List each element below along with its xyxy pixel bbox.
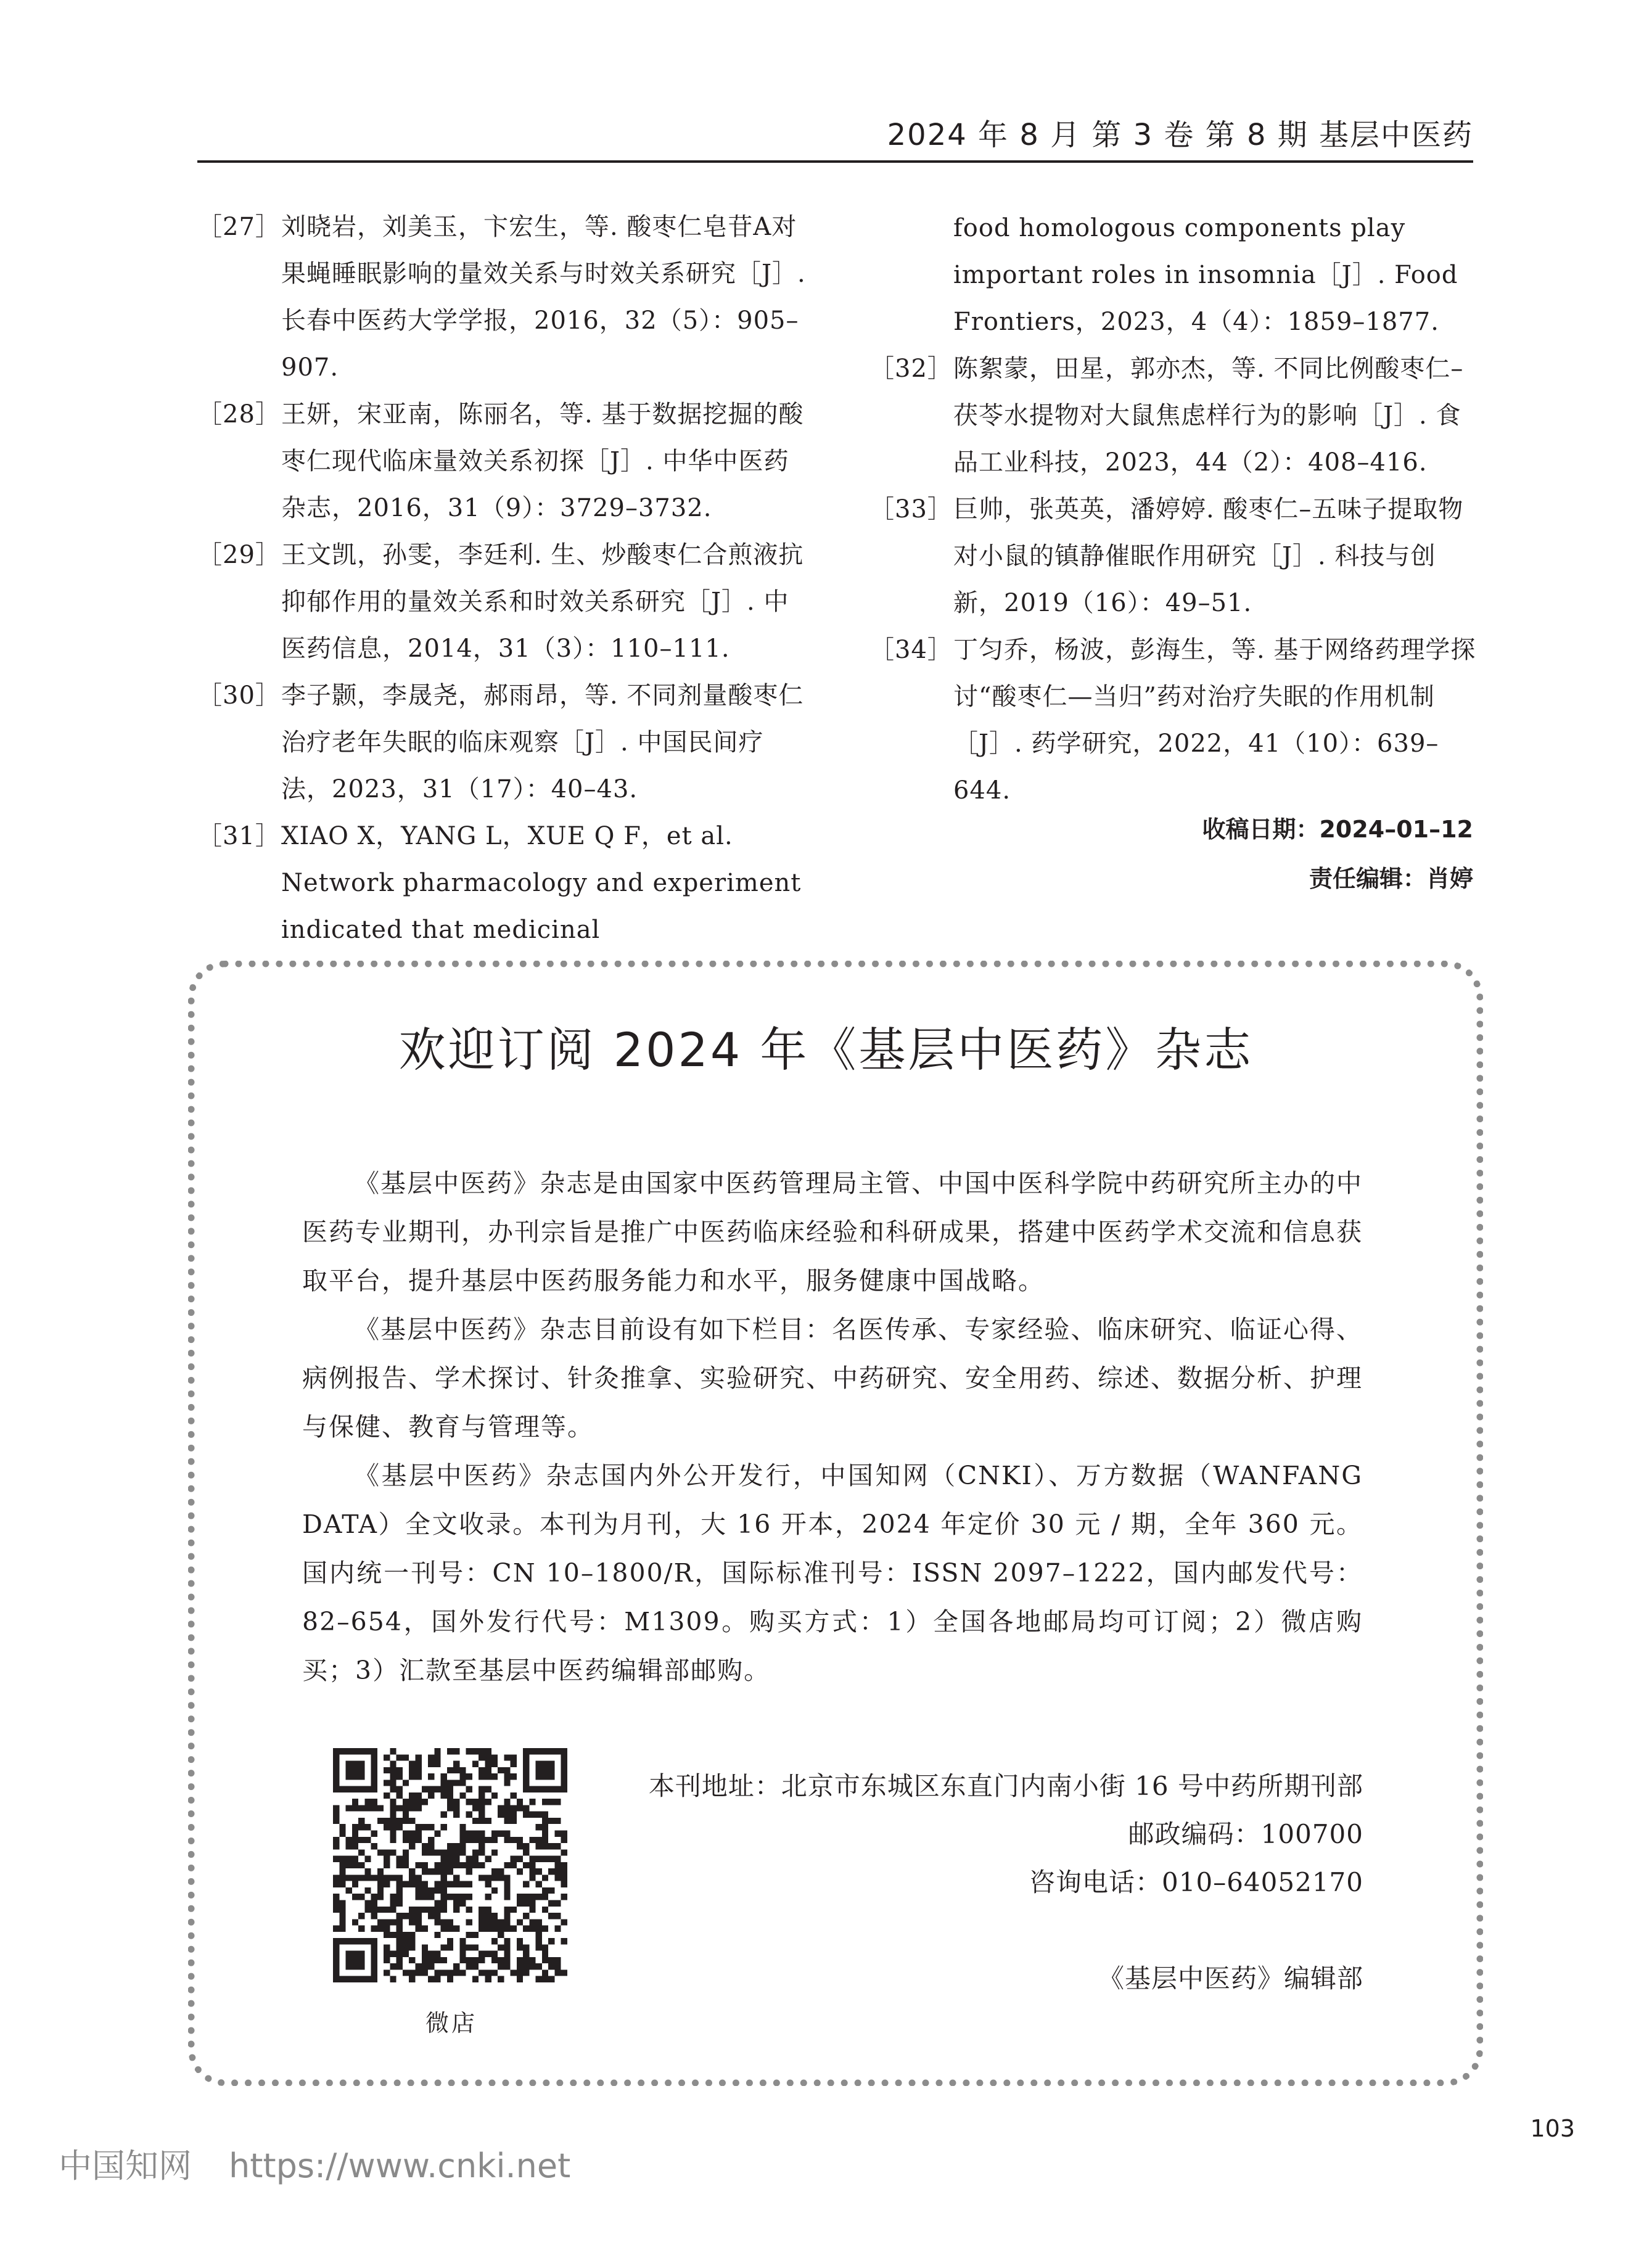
reference-text: 李子颢，李晟尧，郝雨昂，等. 不同剂量酸枣仁治疗老年失眠的临床观察［J］. 中国民间疗法，2023，31（17）：40–43.	[281, 681, 804, 803]
intro-paragraph: 《基层中医药》杂志是由国家中医药管理局主管、中国中医科学院中药研究所主办的中医药专业期刊，办刊宗旨是推广中医药临床经验和科研成果，搭建中医药学术交流和信息获取平台，提升基层中医药服务能力和水平，服务健康中国战略。	[302, 1168, 1363, 1296]
reference-text: 陈絮蒙，田星，郭亦杰，等. 不同比例酸枣仁–茯苓水提物对大鼠焦虑样行为的影响［J］. 食品工业科技，2023，44（2）：408–416.	[953, 355, 1464, 477]
watermark-url: https://www.cnki.net	[229, 2146, 571, 2185]
subscription-title: 欢迎订阅 2024 年《基层中医药》杂志	[398, 1022, 1254, 1077]
distribution-paragraph: 《基层中医药》杂志国内外公开发行，中国知网（CNKI）、万方数据（WANFANG DATA）全文收录。本刊为月刊，大 16 开本，2024 年定价 30 元 / 期，全年 360 元。国内统一刊号：CN 10–1800/R，国际标准刊号：ISSN 2097–1222，国内邮发代号：82–654，国外发行代号：M1309。购买方式：1）全国各地邮局均可订阅；2）微店购买；3）汇款至基层中医药编辑部邮购。	[302, 1461, 1363, 1685]
cnki-watermark	[59, 2140, 570, 2187]
reference-text: 王妍，宋亚南，陈丽名，等. 基于数据挖掘的酸枣仁现代临床量效关系初探［J］. 中华中医药杂志，2016，31（9）：3729–3732.	[281, 400, 804, 522]
received-date: 收稿日期：2024–01–12	[1202, 816, 1473, 843]
running-header	[197, 92, 1473, 163]
reference-text: 刘晓岩，刘美玉，卞宏生，等. 酸枣仁皂苷A对果蝇睡眠影响的量效关系与时效关系研究［J］. 长春中医药大学学报，2016，32（5）：905–907.	[281, 213, 806, 382]
reference-number: ［27］	[197, 213, 281, 241]
watermark-brand: 中国知网	[59, 2146, 192, 2185]
columns-paragraph: 《基层中医药》杂志目前设有如下栏目：名医传承、专家经验、临床研究、临证心得、病例报告、学术探讨、针灸推拿、实验研究、中药研究、安全用药、综述、数据分析、护理与保健、教育与管理等。	[302, 1315, 1363, 1442]
page-number: 103	[1530, 2115, 1575, 2142]
reference-text: 丁匀乔，杨波，彭海生，等. 基于网络药理学探讨“酸枣仁—当归”药对治疗失眠的作用机制［J］. 药学研究，2022，41（10）：639–644.	[953, 636, 1476, 805]
reference-item	[197, 532, 808, 672]
journal-address: 本刊地址：北京市东城区东直门内南小街 16 号中药所期刊部	[648, 1771, 1363, 1801]
reference-number: ［34］	[869, 636, 953, 664]
qr-caption: 微店	[425, 2010, 478, 2037]
subscription-body	[302, 1159, 1363, 1695]
reference-item	[197, 391, 808, 532]
reference-item	[197, 672, 808, 813]
reference-number: ［29］	[197, 541, 281, 569]
reference-text: XIAO X，YANG L，XUE Q F，et al. Network pharmacology and experiment indicated that medicinal	[281, 822, 802, 944]
reference-text: 王文凯，孙雯，李廷利. 生、炒酸枣仁合煎液抗抑郁作用的量效关系和时效关系研究［J］. 中医药信息，2014，31（3）：110–111.	[281, 541, 804, 663]
reference-number: ［32］	[869, 355, 953, 383]
reference-item	[197, 203, 808, 391]
qr-code-icon[interactable]	[333, 1748, 567, 1982]
references-left-column	[197, 203, 808, 953]
references-right-column	[869, 205, 1480, 814]
phone-number: 咨询电话：010–64052170	[1029, 1867, 1363, 1897]
reference-number: ［33］	[869, 495, 953, 524]
reference-item	[197, 813, 808, 953]
reference-item	[869, 486, 1480, 626]
reference-number: ［28］	[197, 400, 281, 429]
reference-continuation: food homologous components play important roles in insomnia［J］. Food Frontiers，2023，4（4）：1859–1877.	[953, 214, 1458, 336]
postal-code: 邮政编码：100700	[1128, 1819, 1363, 1849]
reference-item	[869, 345, 1480, 486]
reference-number: ［30］	[197, 681, 281, 710]
reference-item	[869, 626, 1480, 814]
contact-info	[649, 1762, 1363, 2003]
reference-number: ［31］	[197, 822, 281, 850]
editorial-signature: 《基层中医药》编辑部	[1098, 1963, 1363, 1994]
references-right-list	[869, 345, 1480, 814]
journal-issue-header: 2024 年 8 月 第 3 卷 第 8 期 基层中医药	[887, 118, 1473, 152]
responsible-editor: 责任编辑：肖婷	[1309, 865, 1473, 892]
reference-text: 巨帅，张英英，潘婷婷. 酸枣仁–五味子提取物对小鼠的镇静催眠作用研究［J］. 科技与创新，2019（16）：49–51.	[953, 495, 1464, 617]
